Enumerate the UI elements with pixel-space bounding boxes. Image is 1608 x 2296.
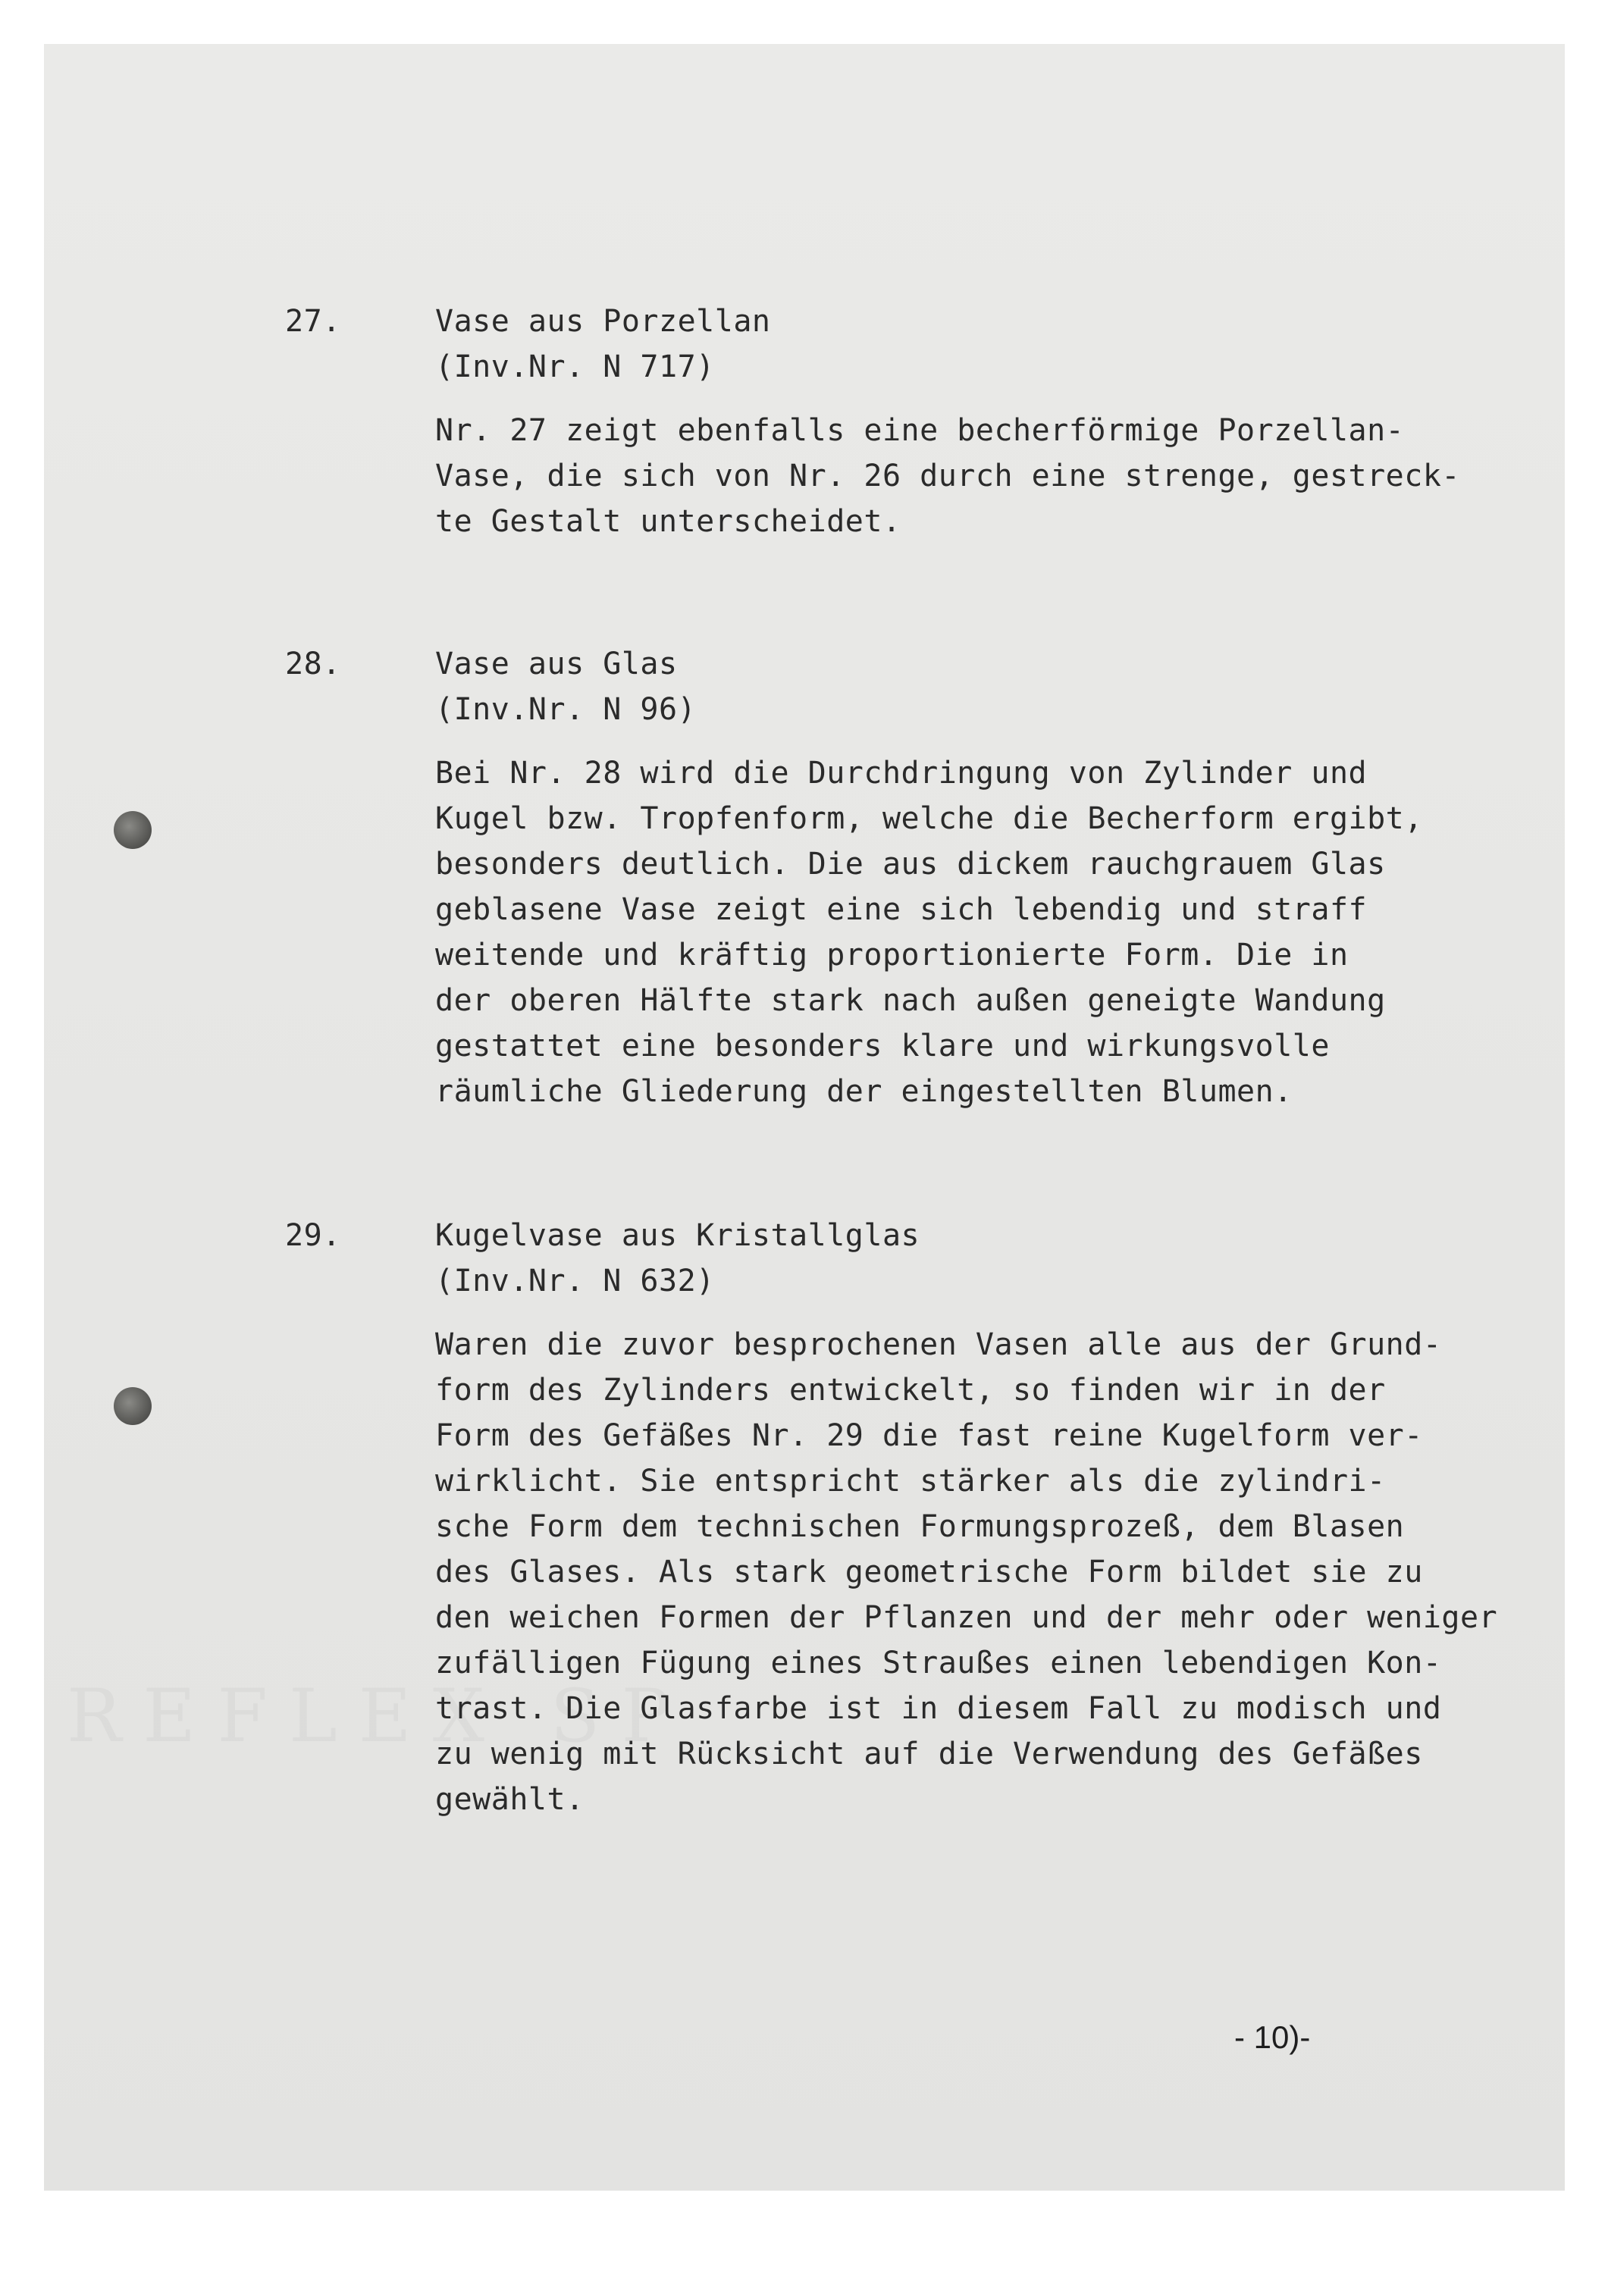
paragraph-line: der oberen Hälfte stark nach außen geneigte Wandung	[435, 983, 1386, 1018]
paragraph-line: sche Form dem technischen Formungsprozeß, dem Blasen	[435, 1509, 1405, 1544]
paragraph-line: zufälligen Fügung eines Straußes einen lebendigen Kon-	[435, 1646, 1442, 1680]
paragraph-line: gestattet eine besonders klare und wirkungsvolle	[435, 1029, 1330, 1063]
paragraph-line: den weichen Formen der Pflanzen und der mehr oder weniger	[435, 1600, 1498, 1635]
paragraph-line: räumliche Gliederung der eingestellten Blumen.	[435, 1074, 1293, 1109]
paragraph-line: Nr. 27 zeigt ebenfalls eine becherförmige Porzellan-	[435, 413, 1405, 448]
paragraph-line: wirklicht. Sie entspricht stärker als die zylindri-	[435, 1464, 1386, 1499]
paragraph-line: te Gestalt unterscheidet.	[435, 504, 901, 539]
paragraph-line: form des Zylinders entwickelt, so finden wir in der	[435, 1373, 1386, 1408]
entry-number: 27.	[285, 304, 341, 339]
entry-inventory-number: (Inv.Nr. N 632)	[435, 1264, 715, 1298]
paragraph-line: Bei Nr. 28 wird die Durchdringung von Zylinder und	[435, 756, 1368, 791]
page-number: - 10)-	[1234, 2019, 1311, 2055]
punch-hole-icon	[114, 811, 152, 849]
entry-inventory-number: (Inv.Nr. N 717)	[435, 349, 715, 384]
entry-number: 29.	[285, 1218, 341, 1253]
paragraph-line: Kugel bzw. Tropfenform, welche die Becherform ergibt,	[435, 801, 1423, 836]
entry-title: Vase aus Porzellan	[435, 304, 771, 339]
paragraph-line: zu wenig mit Rücksicht auf die Verwendung des Gefäßes	[435, 1737, 1423, 1771]
paragraph-line: Vase, die sich von Nr. 26 durch eine strenge, gestreck-	[435, 459, 1461, 493]
paragraph-line: gewählt.	[435, 1782, 585, 1817]
paragraph-line: weitende und kräftig proportionierte Form. Die in	[435, 938, 1349, 973]
paragraph-line: trast. Die Glasfarbe ist in diesem Fall zu modisch und	[435, 1691, 1442, 1726]
entry-title: Vase aus Glas	[435, 647, 678, 681]
paragraph-line: Waren die zuvor besprochenen Vasen alle aus der Grund-	[435, 1327, 1442, 1362]
entry-title: Kugelvase aus Kristallglas	[435, 1218, 920, 1253]
paper-sheet	[44, 44, 1565, 2191]
paragraph-line: besonders deutlich. Die aus dickem rauchgrauem Glas	[435, 847, 1386, 882]
paragraph-line: geblasene Vase zeigt eine sich lebendig und straff	[435, 892, 1368, 927]
punch-hole-icon	[114, 1387, 152, 1425]
paragraph-line: des Glases. Als stark geometrische Form bildet sie zu	[435, 1555, 1423, 1590]
entry-number: 28.	[285, 647, 341, 681]
entry-inventory-number: (Inv.Nr. N 96)	[435, 692, 697, 727]
paragraph-line: Form des Gefäßes Nr. 29 die fast reine Kugelform ver-	[435, 1418, 1423, 1453]
